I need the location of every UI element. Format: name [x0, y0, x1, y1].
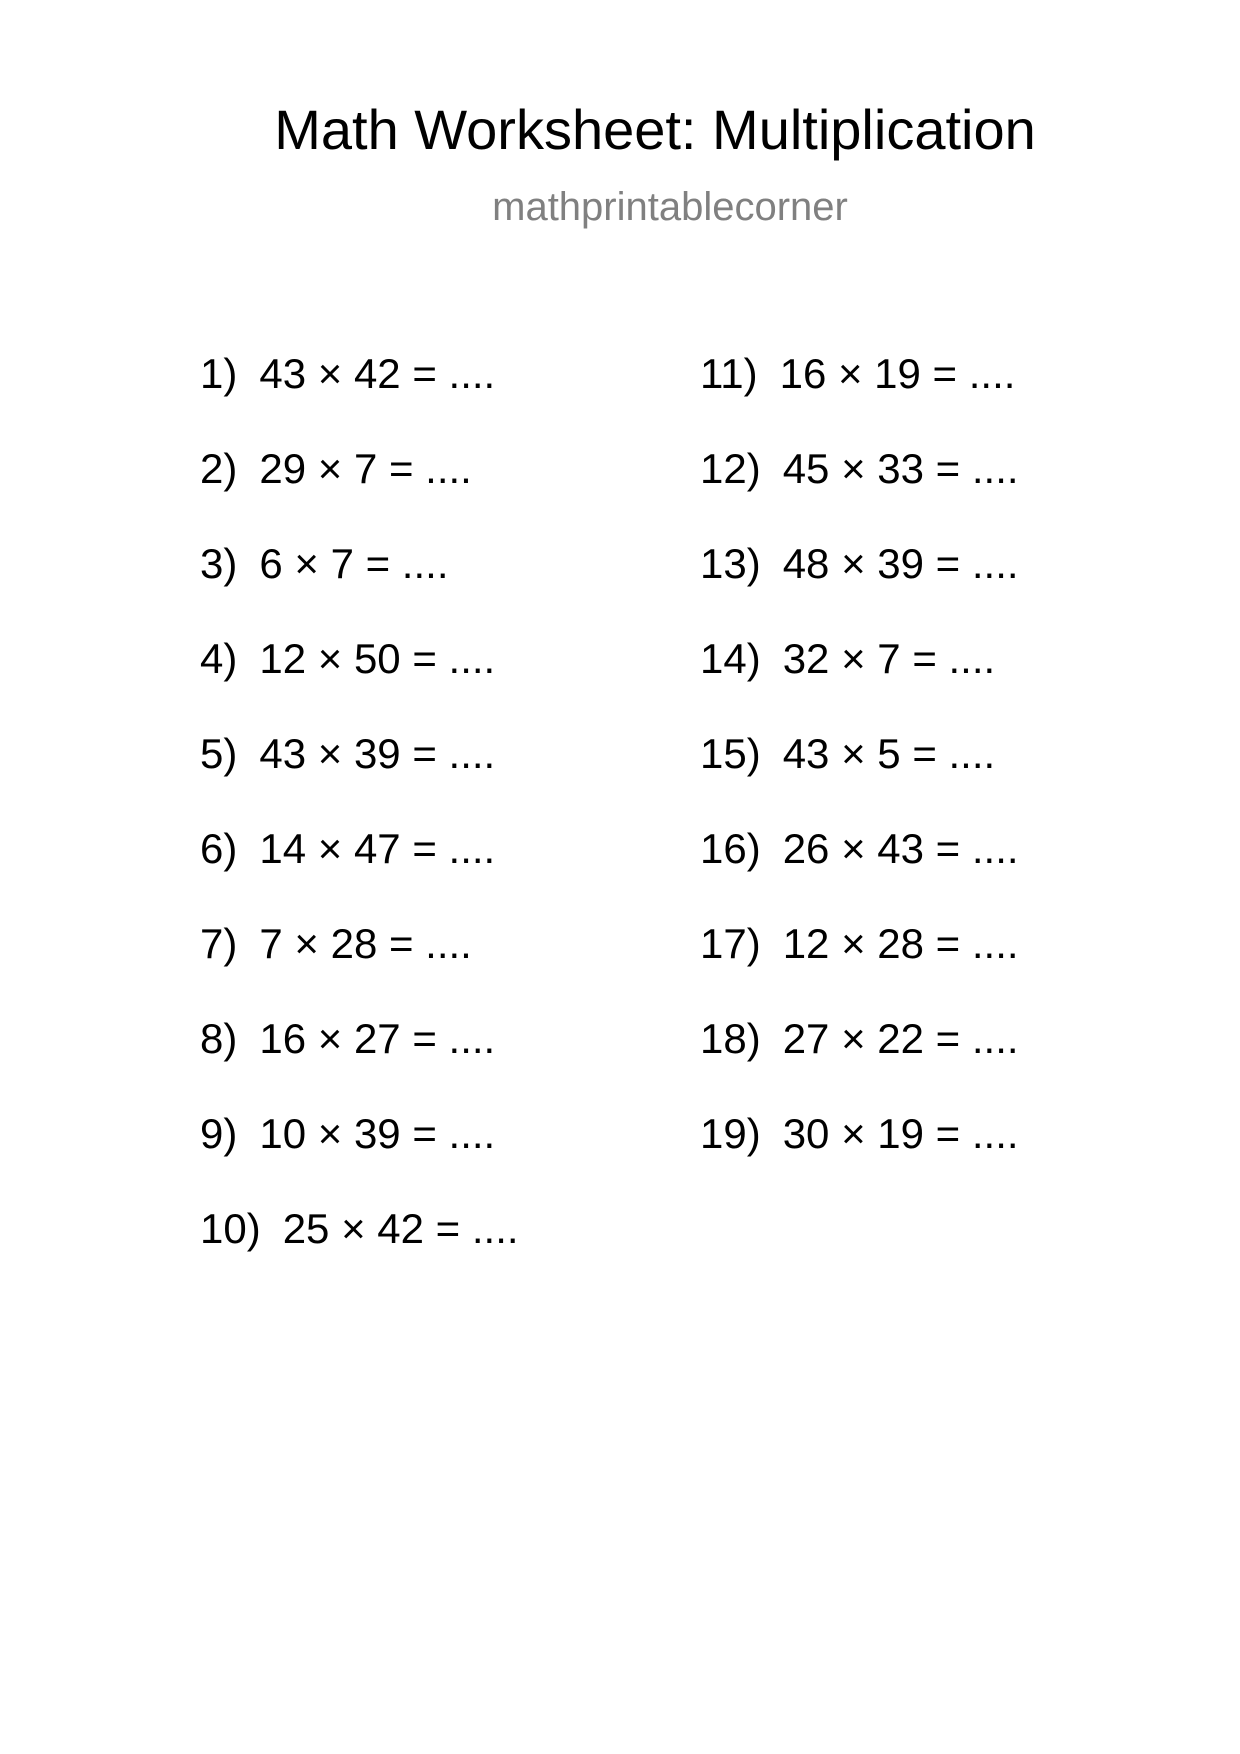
- problem-9: [200, 1110, 519, 1205]
- problem-number: 4): [200, 635, 238, 682]
- problem-4: [200, 635, 519, 730]
- problem-expression: 10 × 39 = ....: [259, 1110, 496, 1157]
- problem-16: [700, 825, 1019, 920]
- problem-13: [700, 540, 1019, 635]
- problem-number: 15): [700, 730, 761, 777]
- problem-2: [200, 445, 519, 540]
- problem-expression: 7 × 28 = ....: [259, 920, 472, 967]
- problem-8: [200, 1015, 519, 1110]
- problem-5: [200, 730, 519, 825]
- problem-number: 8): [200, 1015, 238, 1062]
- problem-expression: 16 × 27 = ....: [259, 1015, 496, 1062]
- problem-17: [700, 920, 1019, 1015]
- problem-expression: 43 × 5 = ....: [782, 730, 996, 777]
- problem-expression: 6 × 7 = ....: [259, 540, 449, 587]
- page-subtitle: mathprintablecorner: [492, 185, 848, 229]
- problem-number: 12): [700, 445, 761, 492]
- page-title: Math Worksheet: Multiplication: [274, 98, 1036, 161]
- problem-expression: 26 × 43 = ....: [782, 825, 1019, 872]
- problem-column-left: [200, 350, 519, 1300]
- problem-number: 9): [200, 1110, 238, 1157]
- problem-expression: 16 × 19 = ....: [779, 350, 1016, 397]
- problem-14: [700, 635, 1019, 730]
- problem-number: 2): [200, 445, 238, 492]
- problem-18: [700, 1015, 1019, 1110]
- problem-3: [200, 540, 519, 635]
- problem-expression: 12 × 50 = ....: [259, 635, 496, 682]
- problem-column-right: [700, 350, 1019, 1205]
- problem-number: 11): [700, 350, 758, 397]
- problem-expression: 25 × 42 = ....: [282, 1205, 519, 1252]
- problem-expression: 32 × 7 = ....: [782, 635, 996, 682]
- problem-number: 1): [200, 350, 238, 397]
- problem-15: [700, 730, 1019, 825]
- problem-expression: 30 × 19 = ....: [782, 1110, 1019, 1157]
- problem-number: 14): [700, 635, 761, 682]
- problem-expression: 45 × 33 = ....: [782, 445, 1019, 492]
- problem-number: 18): [700, 1015, 761, 1062]
- problem-number: 5): [200, 730, 238, 777]
- problem-number: 16): [700, 825, 761, 872]
- problem-12: [700, 445, 1019, 540]
- problem-1: [200, 350, 519, 445]
- problem-expression: 48 × 39 = ....: [782, 540, 1019, 587]
- problem-11: [700, 350, 1019, 445]
- problem-number: 13): [700, 540, 761, 587]
- problem-number: 3): [200, 540, 238, 587]
- problem-number: 10): [200, 1205, 261, 1252]
- problem-number: 6): [200, 825, 238, 872]
- problem-expression: 43 × 39 = ....: [259, 730, 496, 777]
- problem-number: 17): [700, 920, 761, 967]
- problem-number: 7): [200, 920, 238, 967]
- problem-expression: 43 × 42 = ....: [259, 350, 496, 397]
- problem-6: [200, 825, 519, 920]
- problem-7: [200, 920, 519, 1015]
- problem-expression: 29 × 7 = ....: [259, 445, 472, 492]
- problem-number: 19): [700, 1110, 761, 1157]
- problem-10: [200, 1205, 519, 1300]
- problem-expression: 27 × 22 = ....: [782, 1015, 1019, 1062]
- problem-expression: 12 × 28 = ....: [782, 920, 1019, 967]
- problem-expression: 14 × 47 = ....: [259, 825, 496, 872]
- problem-19: [700, 1110, 1019, 1205]
